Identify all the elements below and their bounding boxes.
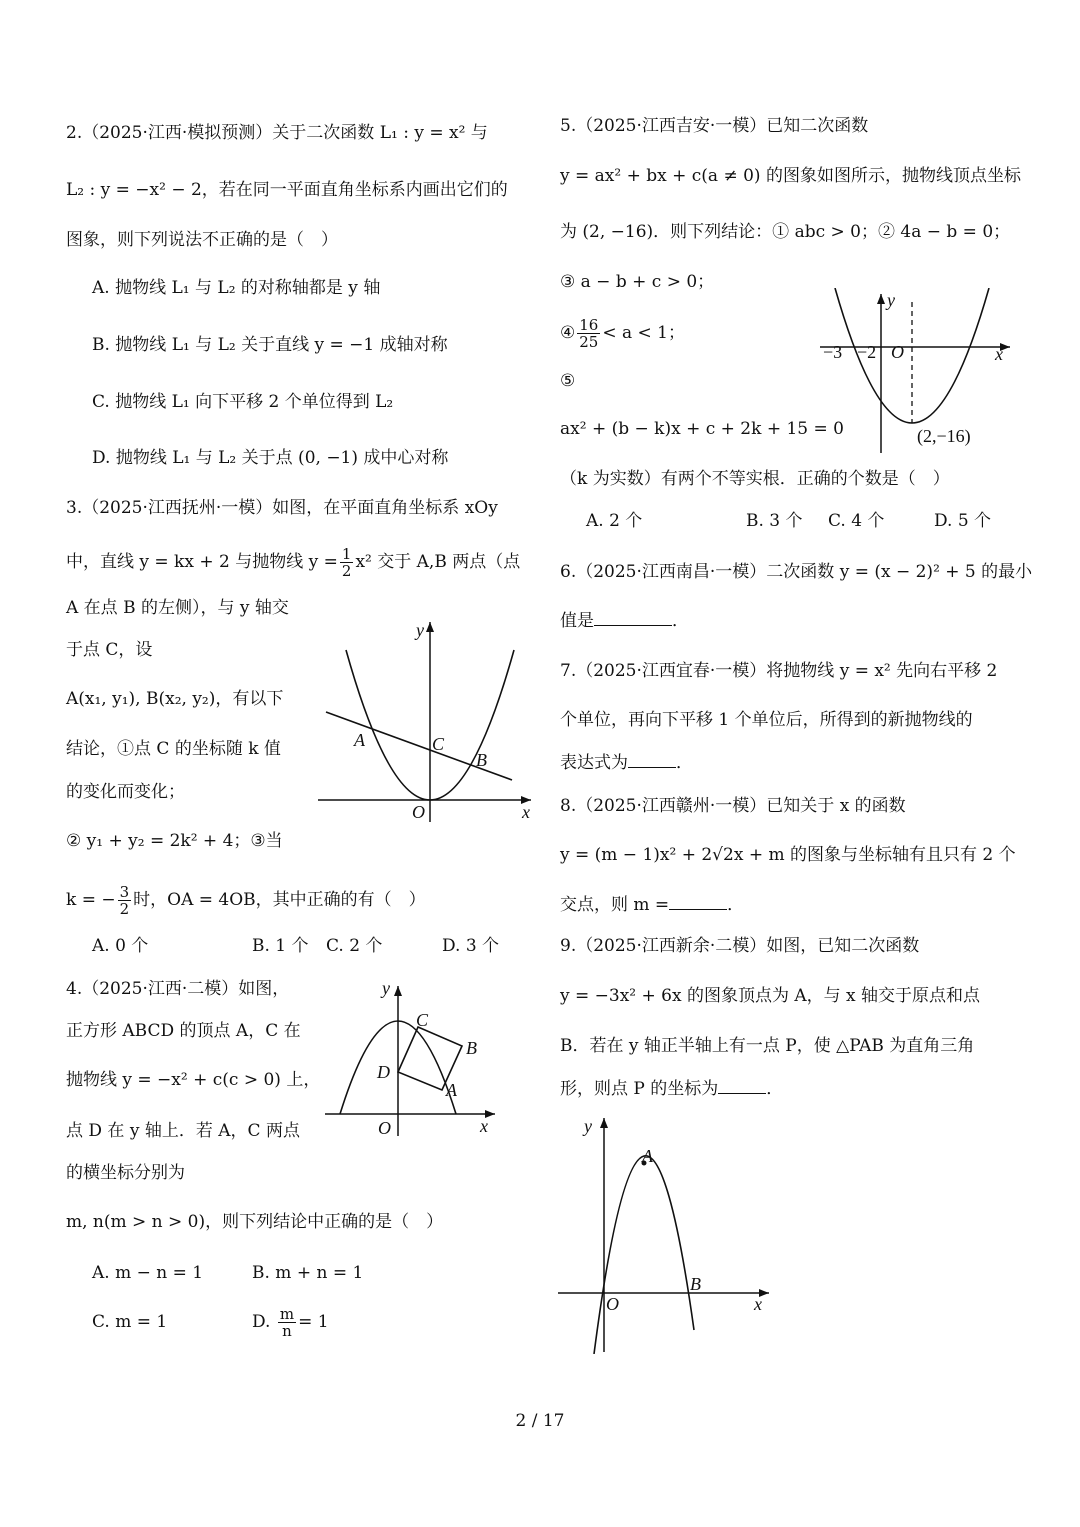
page-indicator: 2 / 17 <box>515 1411 565 1431</box>
q9-point-a: A <box>642 1146 653 1166</box>
q3-line9 <box>66 884 426 917</box>
q9-y-arrow-icon <box>600 1118 608 1128</box>
q3-k-fraction <box>118 884 132 917</box>
q4-option-d-top: m <box>279 1305 295 1323</box>
q3-k-fraction-top: 3 <box>119 883 130 901</box>
q5-origin: O <box>891 342 904 362</box>
q3-option-c[interactable]: C. 2 个 <box>326 936 383 956</box>
q5-vertex-label: (2,−16) <box>917 426 971 446</box>
q4-point-c: C <box>416 1010 429 1030</box>
q7-line3-end: ． <box>676 753 693 773</box>
q3-y-arrow-icon <box>426 622 434 632</box>
q5-line5b: < a < 1； <box>602 323 685 343</box>
q8-line3-end: ． <box>727 895 745 915</box>
q3-line2b: x² 交于 A,B 两点（点 <box>355 552 521 572</box>
q3-option-d[interactable]: D. 3 个 <box>442 936 500 956</box>
q5-line5a: ④ <box>560 323 576 343</box>
q9-figure <box>556 1112 771 1354</box>
q9-line4-end: ． <box>766 1079 784 1099</box>
q4-option-a[interactable]: A. m − n = 1 <box>92 1263 204 1283</box>
q9-point-b: B <box>690 1274 701 1294</box>
q8-line3 <box>560 893 744 917</box>
q4-option-d-suffix: = 1 <box>298 1312 329 1332</box>
q3-fraction <box>340 546 354 579</box>
q4-line2: 正方形 ABCD 的顶点 A，C 在 <box>66 1021 301 1041</box>
q8-answer-blank[interactable] <box>669 893 727 910</box>
q3-line2 <box>66 546 520 579</box>
q8-line1: 8.（2025·江西赣州·一模）已知关于 x 的函数 <box>560 796 906 816</box>
q3-option-b[interactable]: B. 1 个 <box>252 936 309 956</box>
q3-x-label: x <box>522 802 530 822</box>
q5-line4: ③ a − b + c > 0； <box>560 272 715 292</box>
q4-line3: 抛物线 y = −x² + c(c > 0) 上， <box>66 1070 321 1090</box>
q4-point-b: B <box>466 1038 477 1058</box>
q4-y-arrow-icon <box>394 986 402 996</box>
q4-figure <box>320 978 500 1138</box>
q5-y-arrow-icon <box>877 294 885 304</box>
q3-y-label: y <box>416 620 424 640</box>
q9-line2: y = −3x² + 6x 的图象顶点为 A，与 x 轴交于原点和点 <box>560 986 981 1006</box>
q5-line3: 为 (2, −16)．则下列结论：① abc > 0；② 4a − b = 0； <box>560 222 1011 242</box>
q9-parabola <box>594 1156 694 1354</box>
q9-line1: 9.（2025·江西新余·二模）如图，已知二次函数 <box>560 936 920 956</box>
q5-line2: y = ax² + bx + c(a ≠ 0) 的图象如图所示，抛物线顶点坐标 <box>560 166 1021 186</box>
q3-figure <box>316 612 536 827</box>
q5-line1: 5.（2025·江西吉安·一模）已知二次函数 <box>560 116 869 136</box>
q3-line4: 于点 C，设 <box>66 640 153 660</box>
q6-answer-blank[interactable] <box>594 609 672 626</box>
q9-answer-blank[interactable] <box>718 1077 766 1094</box>
q5-line5 <box>560 317 685 350</box>
q7-line3-text: 表达式为 <box>560 753 628 773</box>
q4-option-d[interactable] <box>252 1306 329 1339</box>
q2-option-c[interactable]: C. 抛物线 L₁ 向下平移 2 个单位得到 L₂ <box>92 392 394 412</box>
q3-point-b: B <box>476 750 487 770</box>
q4-x-label: x <box>480 1116 488 1136</box>
q4-option-d-fraction <box>278 1306 296 1339</box>
q4-y-label: y <box>382 978 390 998</box>
q3-line3: A 在点 B 的左侧），与 y 轴交 <box>66 598 289 618</box>
q9-line3: B．若在 y 轴正半轴上有一点 P，使 △PAB 为直角三角 <box>560 1036 975 1056</box>
q5-y-label: y <box>887 290 895 310</box>
q5-option-b[interactable]: B. 3 个 <box>746 511 803 531</box>
q4-point-d: D <box>377 1062 390 1082</box>
q9-x-label: x <box>754 1294 762 1314</box>
q4-option-d-bottom: n <box>282 1322 292 1340</box>
q7-line1: 7.（2025·江西宜春·一模）将抛物线 y = x² 先向右平移 2 <box>560 661 998 681</box>
q2-line3: 图象，则下列说法不正确的是（ ） <box>66 230 338 250</box>
q5-fraction <box>577 317 600 350</box>
q4-point-a: A <box>446 1080 457 1100</box>
q3-line6: 结论，①点 C 的坐标随 k 值 <box>66 739 281 759</box>
q2-option-a[interactable]: A. 抛物线 L₁ 与 L₂ 的对称轴都是 y 轴 <box>92 278 381 298</box>
q2-line2: L₂ : y = −x² − 2，若在同一平面直角坐标系内画出它们的 <box>66 180 508 200</box>
q3-line9b: 时，OA = 4OB，其中正确的有（ ） <box>133 890 426 910</box>
q4-line1: 4.（2025·江西·二模）如图， <box>66 979 290 999</box>
q5-tick-minus2: −2 <box>857 342 877 362</box>
q9-line4 <box>560 1077 783 1101</box>
q5-tick-minus3: −3 <box>823 342 843 362</box>
q2-option-b[interactable]: B. 抛物线 L₁ 与 L₂ 关于直线 y = −1 成轴对称 <box>92 335 448 355</box>
q5-option-d[interactable]: D. 5 个 <box>934 511 992 531</box>
q5-line8: （k 为实数）有两个不等实根．正确的个数是（ ） <box>560 469 950 489</box>
q4-line4: 点 D 在 y 轴上．若 A，C 两点 <box>66 1121 300 1141</box>
q4-option-c[interactable]: C. m = 1 <box>92 1312 168 1332</box>
q3-line9a: k = − <box>66 890 116 910</box>
q3-option-a[interactable]: A. 0 个 <box>92 936 149 956</box>
q2-line1: 2.（2025·江西·模拟预测）关于二次函数 L₁ : y = x² 与 <box>66 123 488 143</box>
q5-line7: ax² + (b − k)x + c + 2k + 15 = 0 <box>560 419 844 439</box>
q5-x-label: x <box>995 344 1003 364</box>
q3-line2a: 中，直线 y = kx + 2 与抛物线 y = <box>66 552 338 572</box>
q3-line1: 3.（2025·江西抚州·一模）如图，在平面直角坐标系 xOy <box>66 498 498 518</box>
q6-line2-end: ． <box>672 611 689 631</box>
q8-line3-text: 交点，则 m = <box>560 895 670 915</box>
q4-option-b[interactable]: B. m + n = 1 <box>252 1263 364 1283</box>
q5-fraction-bottom: 25 <box>579 333 599 351</box>
q4-origin: O <box>378 1118 391 1138</box>
q5-option-a[interactable]: A. 2 个 <box>586 511 643 531</box>
q7-line2: 个单位，再向下平移 1 个单位后，所得到的新抛物线的 <box>560 710 973 730</box>
q5-fraction-top: 16 <box>579 316 599 334</box>
q4-line5: 的横坐标分别为 <box>66 1163 185 1183</box>
q3-line8: ② y₁ + y₂ = 2k² + 4；③当 <box>66 831 283 851</box>
q7-line3 <box>560 751 693 775</box>
q6-line2-text: 值是 <box>560 611 594 631</box>
q5-line6: ⑤ <box>560 371 576 391</box>
q3-origin: O <box>412 802 425 822</box>
q3-k-fraction-bottom: 2 <box>119 900 130 918</box>
q5-figure <box>815 288 1015 458</box>
q3-point-c: C <box>432 734 445 754</box>
q3-line5: A(x₁, y₁), B(x₂, y₂)，有以下 <box>66 689 284 709</box>
q9-line4-text: 形，则点 P 的坐标为 <box>560 1079 719 1099</box>
q3-line7: 的变化而变化； <box>66 782 185 802</box>
q4-option-d-prefix: D. <box>252 1312 271 1332</box>
q3-point-a: A <box>354 730 365 750</box>
q6-line2 <box>560 609 689 633</box>
q9-origin: O <box>606 1294 619 1314</box>
q6-line1: 6.（2025·江西南昌·一模）二次函数 y = (x − 2)² + 5 的最小 <box>560 562 1033 582</box>
q7-answer-blank[interactable] <box>628 751 676 768</box>
q4-line6: m, n(m > n > 0)，则下列结论中正确的是（ ） <box>66 1212 444 1232</box>
q8-line2: y = (m − 1)x² + 2√2x + m 的图象与坐标轴有且只有 2 个 <box>560 845 1016 865</box>
q3-fraction-bottom: 2 <box>341 562 352 580</box>
q5-option-c[interactable]: C. 4 个 <box>828 511 885 531</box>
q2-option-d[interactable]: D. 抛物线 L₁ 与 L₂ 关于点 (0, −1) 成中心对称 <box>92 448 449 468</box>
q9-y-label: y <box>584 1116 592 1136</box>
q3-fraction-top: 1 <box>341 545 352 563</box>
